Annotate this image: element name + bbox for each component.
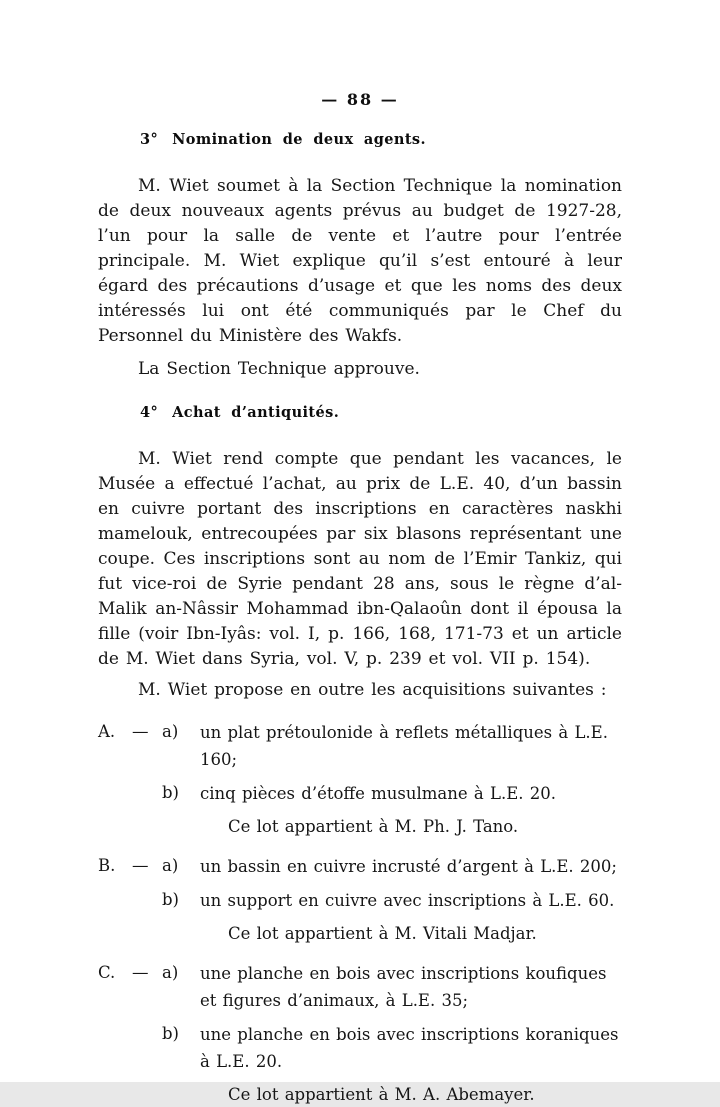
paragraph-achat: M. Wiet rend compte que pendant les vacances, le Musée a effectué l’achat, au prix de L.E. 40, d’un bassin en cuivre portant des inscriptions en caractères naskhi mamelouk, entrecoupées par six blasons représentant une coupe. Ces inscriptions sont au nom de l’Emir Tankiz, qui fut vice-roi de Syrie pendant 28 ans, sous le règne d’al-Malik an-Nâssir Mohammad ibn-Qalaoûn dont il épousa la fille (voir Ibn-Iyâs: vol. I, p. 166, 168, 171-73 et un article de M. Wiet dans Syria, vol. V, p. 239 et vol. VII p. 154). [98, 449, 622, 669]
lot-a [98, 719, 622, 839]
item-text: un plat prétoulonide à reflets métalliques à L.E. 160; [200, 723, 608, 769]
section-heading-4 [140, 404, 622, 421]
item-label [98, 960, 200, 1014]
item-text: une planche en bois avec inscriptions koraniques à L.E. 20. [200, 1025, 619, 1071]
dash: — [132, 856, 149, 875]
approval-line: La Section Technique approuve. [138, 359, 420, 379]
item-marker: a) [162, 722, 179, 741]
lot-item [98, 780, 622, 807]
lot-item [98, 887, 622, 914]
item-label [98, 719, 200, 773]
item-marker: a) [162, 963, 179, 982]
section-number: 3° [140, 131, 159, 148]
item-text: une planche en bois avec inscriptions koufiques et figures d’animaux, à L.E. 35; [200, 964, 607, 1010]
lot-owner: Ce lot appartient à M. A. Abemayer. [228, 1085, 535, 1104]
lot-letter [98, 780, 132, 807]
lot-owner: Ce lot appartient à M. Vitali Madjar. [228, 924, 537, 943]
lot-item [98, 853, 622, 880]
lot-letter [98, 887, 132, 914]
propose-line: M. Wiet propose en outre les acquisitions suivantes : [138, 680, 607, 700]
section-number: 4° [140, 404, 159, 421]
lot-c [98, 960, 622, 1107]
lot-letter: A. [98, 722, 116, 741]
item-text: cinq pièces d’étoffe musulmane à L.E. 20. [200, 784, 556, 803]
item-text: un bassin en cuivre incrusté d’argent à L.E. 200; [200, 857, 617, 876]
item-marker: b) [162, 1024, 179, 1043]
dash: — [132, 963, 149, 982]
paragraph-nomination: M. Wiet soumet à la Section Technique la nomination de deux nouveaux agents prévus au budget de 1927-28, l’un pour la salle de vente et l’autre pour l’entrée principale. M. Wiet explique qu’il s’est entouré à leur égard des précautions d’usage et que les noms des deux intéressés lui ont été communiqués par le Chef du Personnel du Ministère des Wakfs. [98, 176, 622, 346]
item-label [98, 1021, 200, 1075]
item-marker: a) [162, 856, 179, 875]
lot-item [98, 960, 622, 1014]
text-column [98, 0, 622, 1107]
lot-letter [98, 1021, 132, 1075]
lot-item [98, 1021, 622, 1075]
lot-owner: Ce lot appartient à M. Ph. J. Tano. [228, 817, 519, 836]
dash: — [132, 722, 149, 741]
item-label [98, 853, 200, 880]
lot-item [98, 719, 622, 773]
dash [132, 780, 162, 807]
item-label [98, 780, 200, 807]
section-title: Nomination de deux agents. [172, 131, 426, 148]
section-heading-3 [140, 131, 622, 148]
section-title: Achat d’antiquités. [172, 404, 340, 421]
page-number: — 88 — [321, 90, 399, 109]
lot-b [98, 853, 622, 946]
item-label [98, 887, 200, 914]
lot-letter: B. [98, 856, 116, 875]
dash [132, 1021, 162, 1075]
dash [132, 887, 162, 914]
item-marker: b) [162, 890, 179, 909]
item-marker: b) [162, 783, 179, 802]
item-text: un support en cuivre avec inscriptions à L.E. 60. [200, 891, 615, 910]
lot-letter: C. [98, 963, 116, 982]
